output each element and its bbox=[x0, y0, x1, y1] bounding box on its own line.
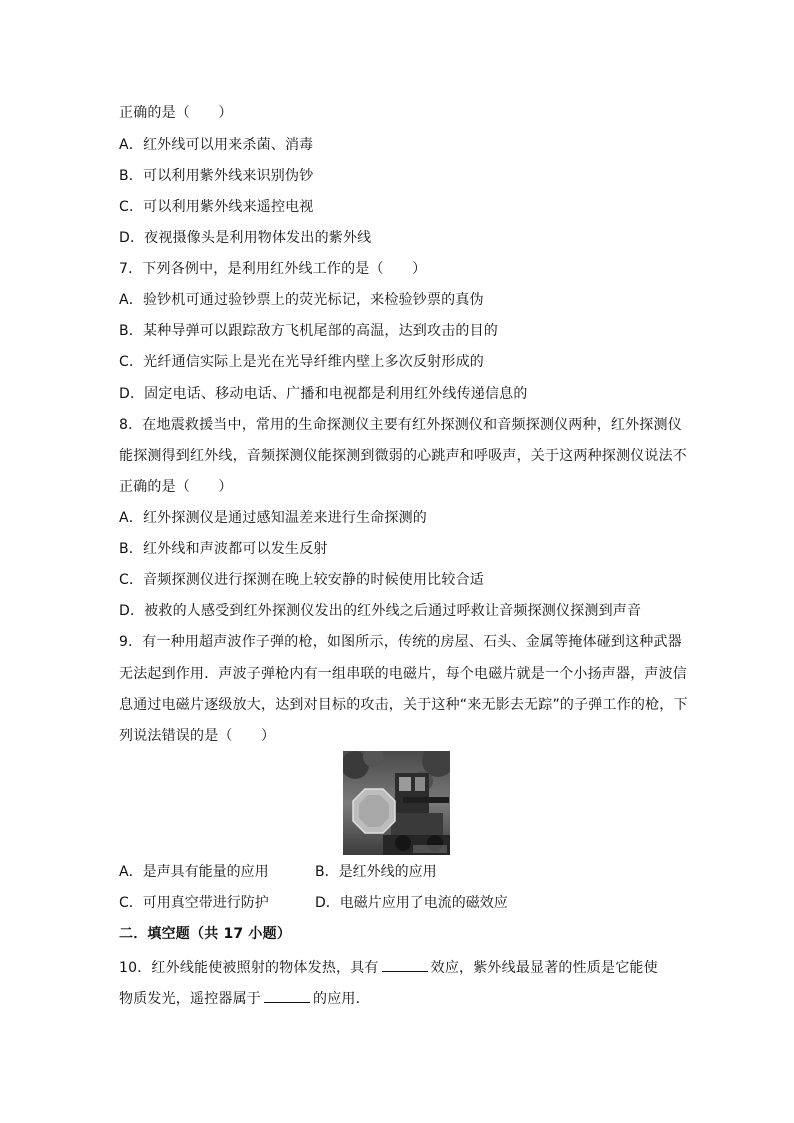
q9-stem-line-4: 列说法错误的是（ ） bbox=[119, 728, 276, 744]
q10-blank-1 bbox=[382, 957, 428, 972]
q9-option-d: D．电磁片应用了电流的磁效应 bbox=[315, 895, 508, 911]
q10-blank-2 bbox=[264, 988, 310, 1003]
q6-option-c: C．可以利用紫外线来遥控电视 bbox=[119, 199, 314, 215]
q8-stem-line-3: 正确的是（ ） bbox=[119, 479, 233, 495]
q6-option-a: A．红外线可以用来杀菌、消毒 bbox=[119, 137, 314, 153]
section-2-title: 二．填空题（共 17 小题） bbox=[119, 926, 292, 942]
q8-stem-line-1: 8．在地震救援当中，常用的生命探测仪主要有红外探测仪和音频探测仪两种，红外探测仪 bbox=[119, 417, 682, 433]
q10-text-2a: 物质发光，遥控器属于 bbox=[119, 991, 261, 1007]
q9-option-b: B．是红外线的应用 bbox=[315, 864, 437, 880]
q6-option-b: B．可以利用紫外线来识别伪钞 bbox=[119, 168, 314, 184]
q10-line-1 bbox=[119, 957, 679, 977]
q7-stem: 7．下列各例中，是利用红外线工作的是（ ） bbox=[119, 261, 427, 277]
q9-stem-line-2: 无法起到作用．声波子弹枪内有一组串联的电磁片，每个电磁片就是一个小扬声器，声波信 bbox=[119, 666, 687, 682]
q8-option-b: B．红外线和声波都可以发生反射 bbox=[119, 541, 328, 557]
sonic-gun-photo bbox=[343, 751, 450, 855]
q8-option-c: C．音频探测仪进行探测在晚上较安静的时候使用比较合适 bbox=[119, 572, 484, 588]
sonic-gun-photo-art bbox=[343, 751, 450, 855]
q6-option-d: D．夜视摄像头是利用物体发出的紫外线 bbox=[119, 230, 372, 246]
q10-text-2b: 的应用． bbox=[313, 991, 370, 1007]
q9-stem-line-1: 9．有一种用超声波作子弹的枪，如图所示，传统的房屋、石头、金属等掩体碰到这种武器 bbox=[119, 634, 682, 650]
q10-text-1a: 10．红外线能使被照射的物体发热，具有 bbox=[119, 960, 379, 976]
q9-stem-line-3: 息通过电磁片逐级放大，达到对目标的攻击，关于这种“来无影去无踪”的子弹工作的枪，下 bbox=[119, 697, 688, 713]
q7-option-c: C．光纤通信实际上是光在光导纤维内壁上多次反射形成的 bbox=[119, 354, 484, 370]
q7-option-b: B．某种导弹可以跟踪敌方飞机尾部的高温，达到攻击的目的 bbox=[119, 323, 499, 339]
q10-text-1b: 效应，紫外线最显著的性质是它能使 bbox=[430, 960, 658, 976]
q7-option-d: D．固定电话、移动电话、广播和电视都是利用红外线传递信息的 bbox=[119, 386, 528, 402]
q10-line-2 bbox=[119, 988, 679, 1008]
q8-stem-line-2: 能探测得到红外线，音频探测仪能探测到微弱的心跳声和呼吸声，关于这两种探测仪说法不 bbox=[119, 448, 687, 464]
q9-option-c: C．可用真空带进行防护 bbox=[119, 895, 269, 911]
q6-stem-tail: 正确的是（ ） bbox=[119, 105, 233, 121]
q9-option-a: A．是声具有能量的应用 bbox=[119, 864, 269, 880]
q8-option-d: D．被救的人感受到红外探测仪发出的红外线之后通过呼救让音频探测仪探测到声音 bbox=[119, 603, 642, 619]
q8-option-a: A．红外探测仪是通过感知温差来进行生命探测的 bbox=[119, 510, 427, 526]
q7-option-a: A．验钞机可通过验钞票上的荧光标记，来检验钞票的真伪 bbox=[119, 292, 484, 308]
